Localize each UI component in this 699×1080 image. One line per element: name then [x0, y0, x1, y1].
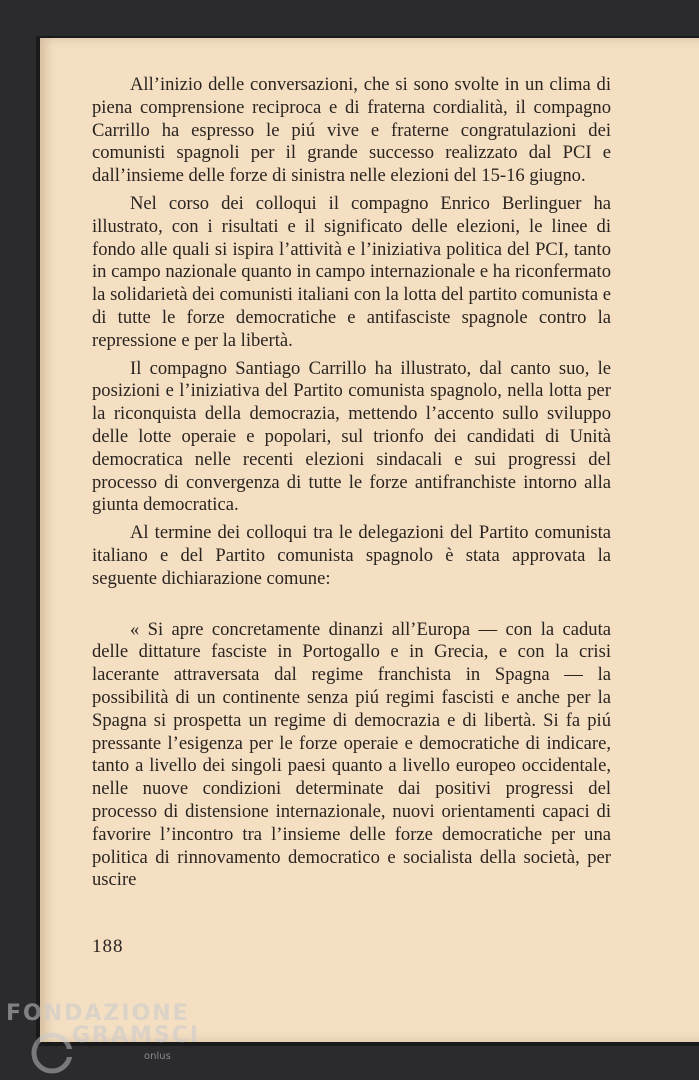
- foundation-logo-icon: [30, 1031, 74, 1075]
- paragraph: Al termine dei colloqui tra le delegazioni del Partito comunista italiano e del Partito comunista spagnolo è stata approvata la seguente dichiarazione comune:: [92, 522, 611, 589]
- watermark-line-3: onlus: [144, 1051, 171, 1062]
- watermark-line-1: FONDAZIONE: [6, 1001, 190, 1026]
- watermark: [2, 1001, 202, 1077]
- quoted-declaration: « Si apre concretamente dinanzi all’Europa — con la caduta delle dittature fasciste in Portogallo e in Grecia, e con la crisi lacerante attraversata dal regime franchista in Spagna — la possibilità di un continente senza piú regimi fascisti e anche per la Spagna si prospetta un regime di democrazia e di libertà. Si fa piú pressante l’esigenza per le forze operaie e democratiche di indicare, tanto a livello dei singoli paesi quanto a livello europeo occidentale, nelle nuove condizioni determinate dai positivi progressi del processo di distensione internazionale, nuovi orientamenti capaci di favorire l’incontro tra l’insieme delle forze democratiche per una politica di rinnovamento democratico e socialista della società, per uscire: [92, 618, 611, 891]
- paragraph: Il compagno Santiago Carrillo ha illustrato, dal canto suo, le posizioni e l’iniziativa del Partito comunista spagnolo, nella lotta per la riconquista della democrazia, mettendo l’accento sullo sviluppo delle lotte operaie e popolari, sul trionfo dei candidati di Unità democratica nelle recenti elezioni sindacali e sui progressi del processo di convergenza di tutte le forze antifranchiste intorno alla giunta democratica.: [92, 357, 611, 516]
- watermark-line-2: GRAMSCI: [72, 1023, 201, 1048]
- page-number: 188: [92, 936, 124, 957]
- paragraph: Nel corso dei colloqui il compagno Enrico Berlinguer ha illustrato, con i risultati e il significato delle elezioni, le linee di fondo alle quali si ispira l’attività e l’iniziativa politica del PCI, tanto in campo nazionale quanto in campo internazionale e ha riconfermato la solidarietà dei comunisti italiani con la lotta del partito comunista e di tutte le forze democratiche e antifasciste spagnole contro la repressione e per la libertà.: [92, 192, 611, 351]
- paragraph: All’inizio delle conversazioni, che si sono svolte in un clima di piena comprensione reciproca e di fraterna cordialità, il compagno Carrillo ha espresso le piú vive e fraterne congratulazioni dei comunisti spagnoli per il grande successo realizzato dal PCI e dall’insieme delle forze di sinistra nelle elezioni del 15-16 giugno.: [92, 74, 611, 187]
- page-body-text: [92, 74, 611, 897]
